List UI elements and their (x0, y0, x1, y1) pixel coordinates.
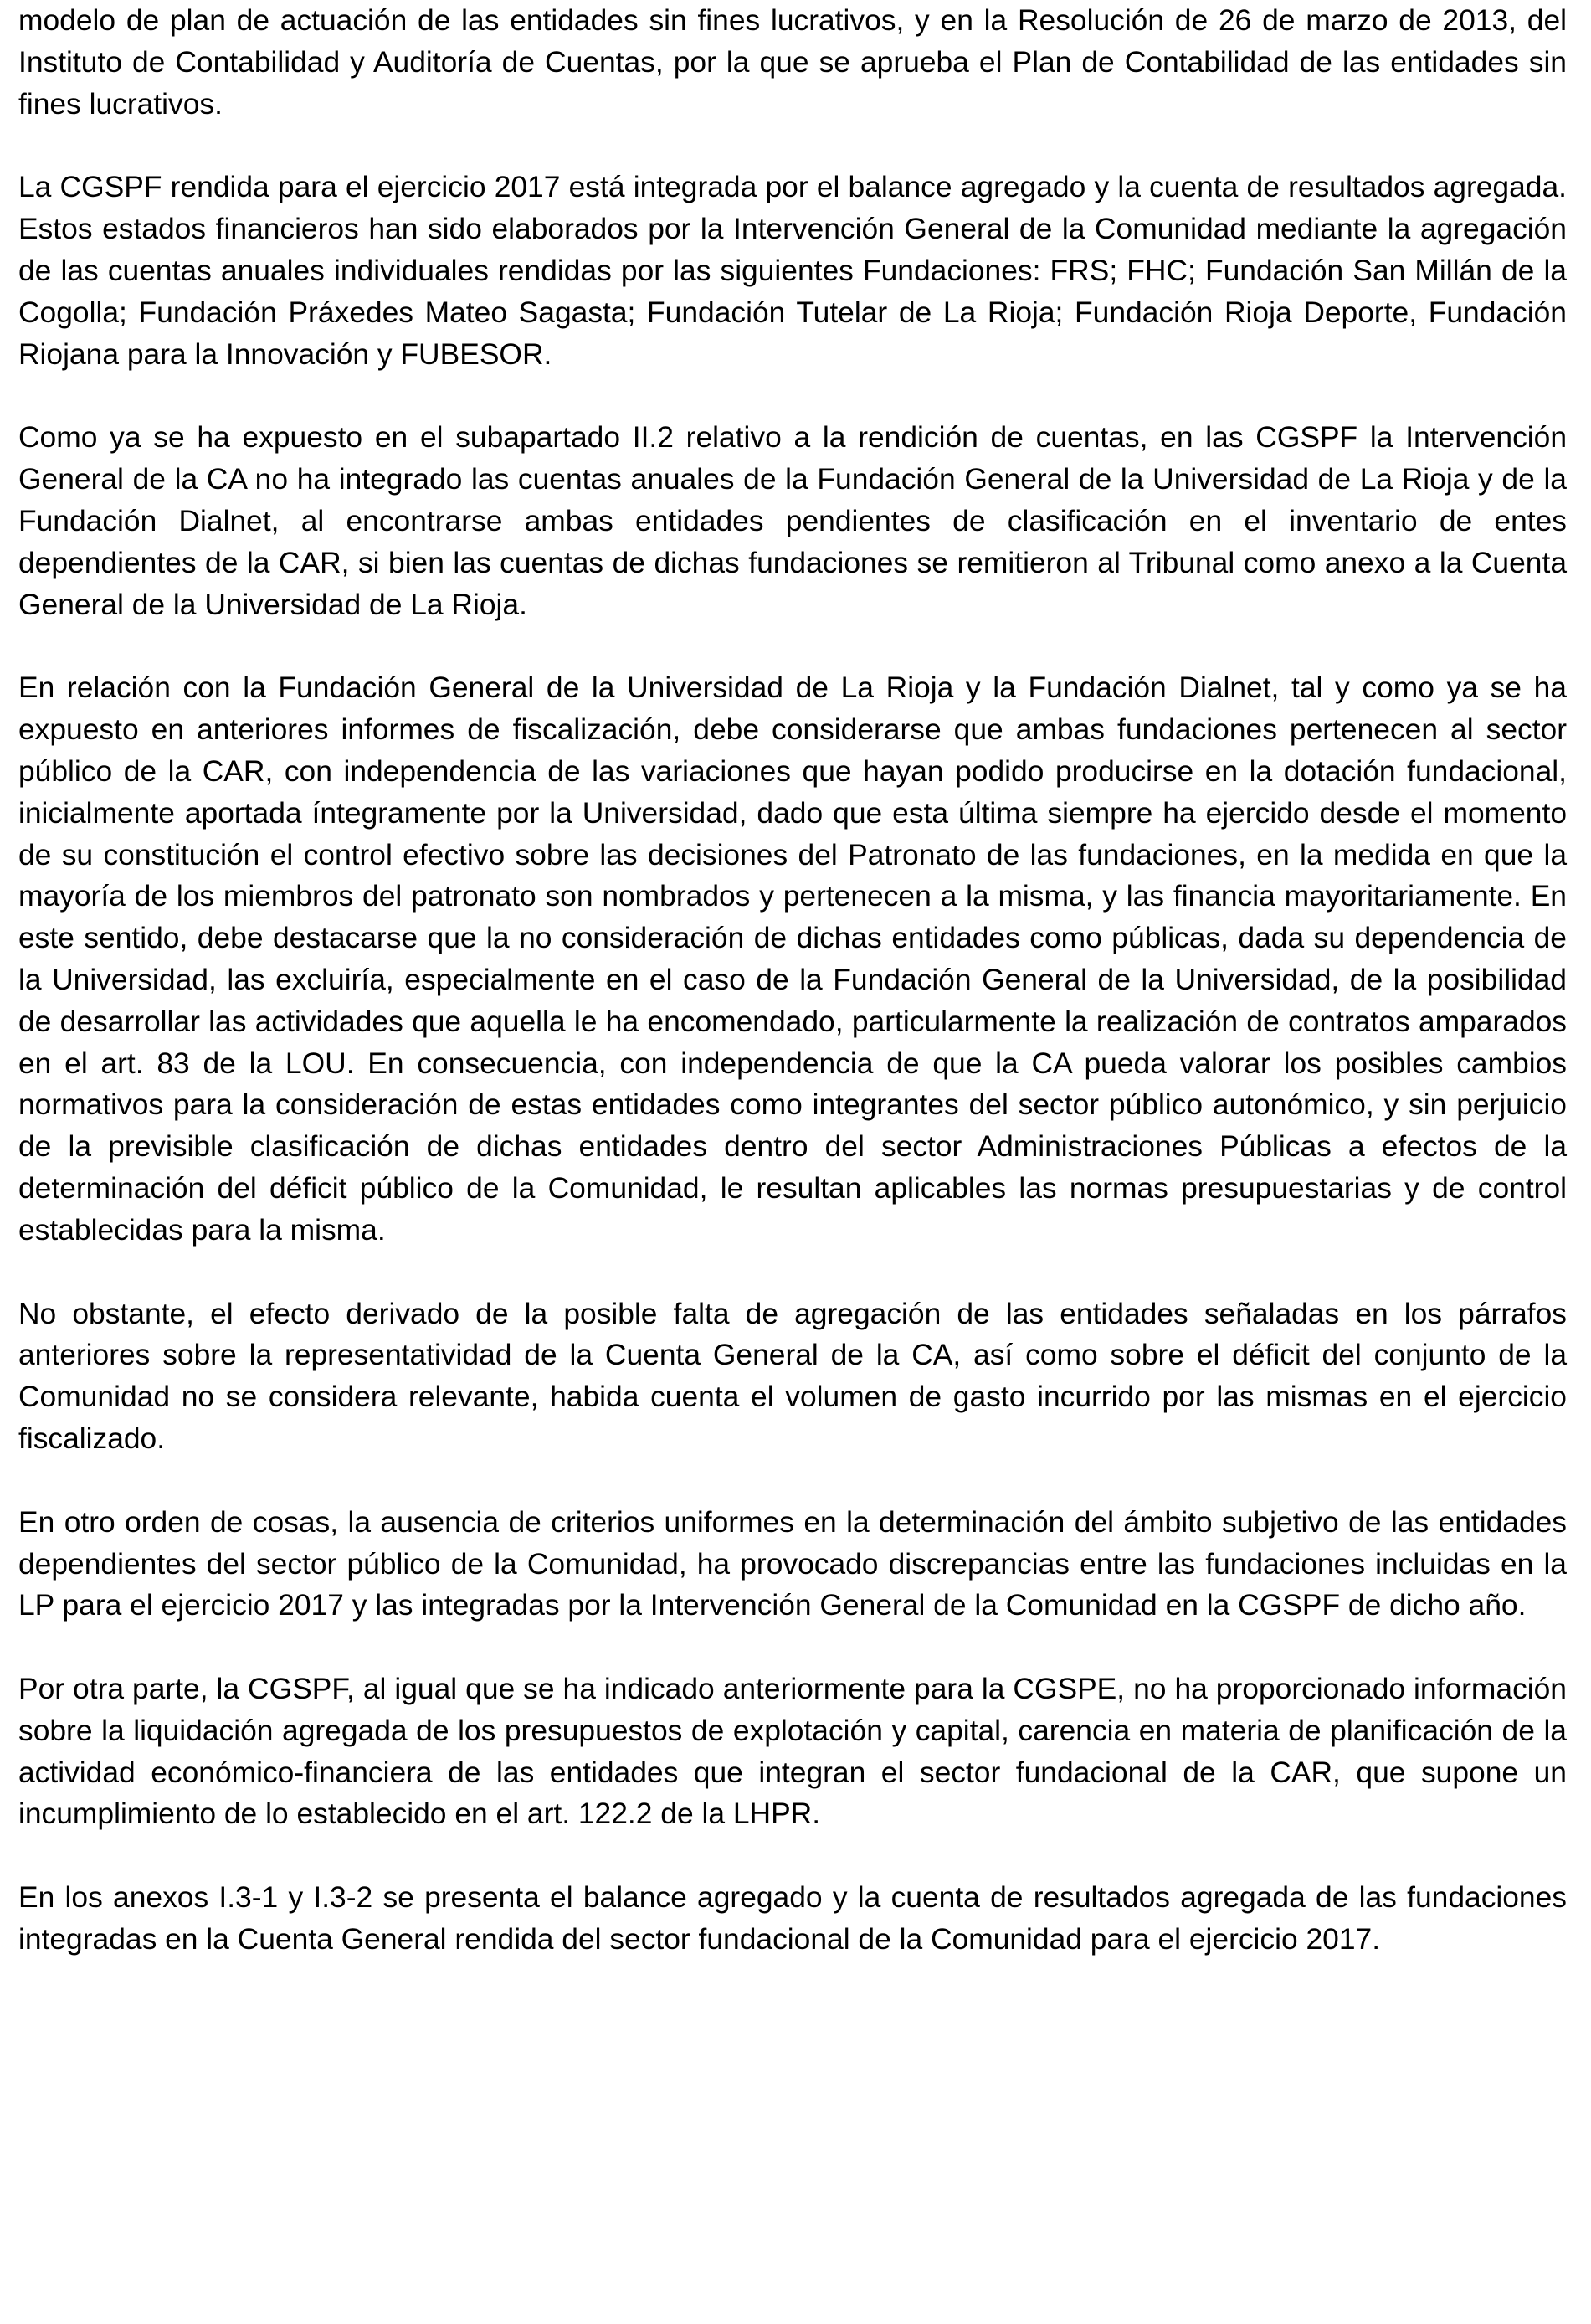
paragraph-8: En los anexos I.3-1 y I.3-2 se presenta el balance agregado y la cuenta de resultados agregada de las fundaciones integradas en la Cuenta General rendida del sector fundacional de la Comunidad para el ejercicio 2017. (18, 1880, 1567, 1956)
paragraph-1: modelo de plan de actuación de las entidades sin fines lucrativos, y en la Resolución de 26 de marzo de 2013, del Instituto de Contabilidad y Auditoría de Cuentas, por la que se aprueba el Plan de Contabilidad de las entidades sin fines lucrativos. (18, 3, 1567, 121)
paragraph-7: Por otra parte, la CGSPF, al igual que se ha indicado anteriormente para la CGSPE, no ha proporcionado información sobre la liquidación agregada de los presupuestos de explotación y capital, carencia en materia de planificación de la actividad económico-financiera de las entidades que integran el sector fundacional de la CAR, que supone un incumplimiento de lo establecido en el art. 122.2 de la LHPR. (18, 1672, 1567, 1831)
paragraph-4: En relación con la Fundación General de la Universidad de La Rioja y la Fundación Dialnet, tal y como ya se ha expuesto en anteriores informes de fiscalización, debe considerarse que ambas fundaciones pertenecen al sector público de la CAR, con independencia de las variaciones que hayan podido producirse en la dotación fundacional, inicialmente aportada íntegramente por la Universidad, dado que esta última siempre ha ejercido desde el momento de su constitución el control efectivo sobre las decisiones del Patronato de las fundaciones, en la medida en que la mayoría de los miembros del patronato son nombrados y pertenecen a la misma, y las financia mayoritariamente. En este sentido, debe destacarse que la no consideración de dichas entidades como públicas, dada su dependencia de la Universidad, las excluiría, especialmente en el caso de la Fundación General de la Universidad, de la posibilidad de desarrollar las actividades que aquella le ha encomendado, particularmente la realización de contratos amparados en el art. 83 de la LOU. En consecuencia, con independencia de que la CA pueda valorar los posibles cambios normativos para la consideración de estas entidades como integrantes del sector público autonómico, y sin perjuicio de la previsible clasificación de dichas entidades dentro del sector Administraciones Públicas a efectos de la determinación del déficit público de la Comunidad, le resultan aplicables las normas presupuestarias y de control establecidas para la misma. (18, 671, 1567, 1247)
paragraph-3: Como ya se ha expuesto en el subapartado II.2 relativo a la rendición de cuentas, en las CGSPF la Intervención General de la CA no ha integrado las cuentas anuales de la Fundación General de la Universidad de La Rioja y de la Fundación Dialnet, al encontrarse ambas entidades pendientes de clasificación en el inventario de entes dependientes de la CAR, si bien las cuentas de dichas fundaciones se remitieron al Tribunal como anexo a la Cuenta General de la Universidad de La Rioja. (18, 420, 1567, 621)
document-page (18, 0, 1567, 2003)
paragraph-6: En otro orden de cosas, la ausencia de criterios uniformes en la determinación del ámbito subjetivo de las entidades dependientes del sector público de la Comunidad, ha provocado discrepancias entre las fundaciones incluidas en la LP para el ejercicio 2017 y las integradas por la Intervención General de la Comunidad en la CGSPF de dicho año. (18, 1504, 1567, 1622)
paragraph-2: La CGSPF rendida para el ejercicio 2017 está integrada por el balance agregado y la cuenta de resultados agregada. Estos estados financieros han sido elaborados por la Intervención General de la Comunidad mediante la agregación de las cuentas anuales individuales rendidas por las siguientes Fundaciones: FRS; FHC; Fundación San Millán de la Cogolla; Fundación Práxedes Mateo Sagasta; Fundación Tutelar de La Rioja; Fundación Rioja Deporte, Fundación Riojana para la Innovación y FUBESOR. (18, 170, 1567, 371)
paragraph-5: No obstante, el efecto derivado de la posible falta de agregación de las entidades señaladas en los párrafos anteriores sobre la representatividad de la Cuenta General de la CA, así como sobre el déficit del conjunto de la Comunidad no se considera relevante, habida cuenta el volumen de gasto incurrido por las mismas en el ejercicio fiscalizado. (18, 1296, 1567, 1455)
